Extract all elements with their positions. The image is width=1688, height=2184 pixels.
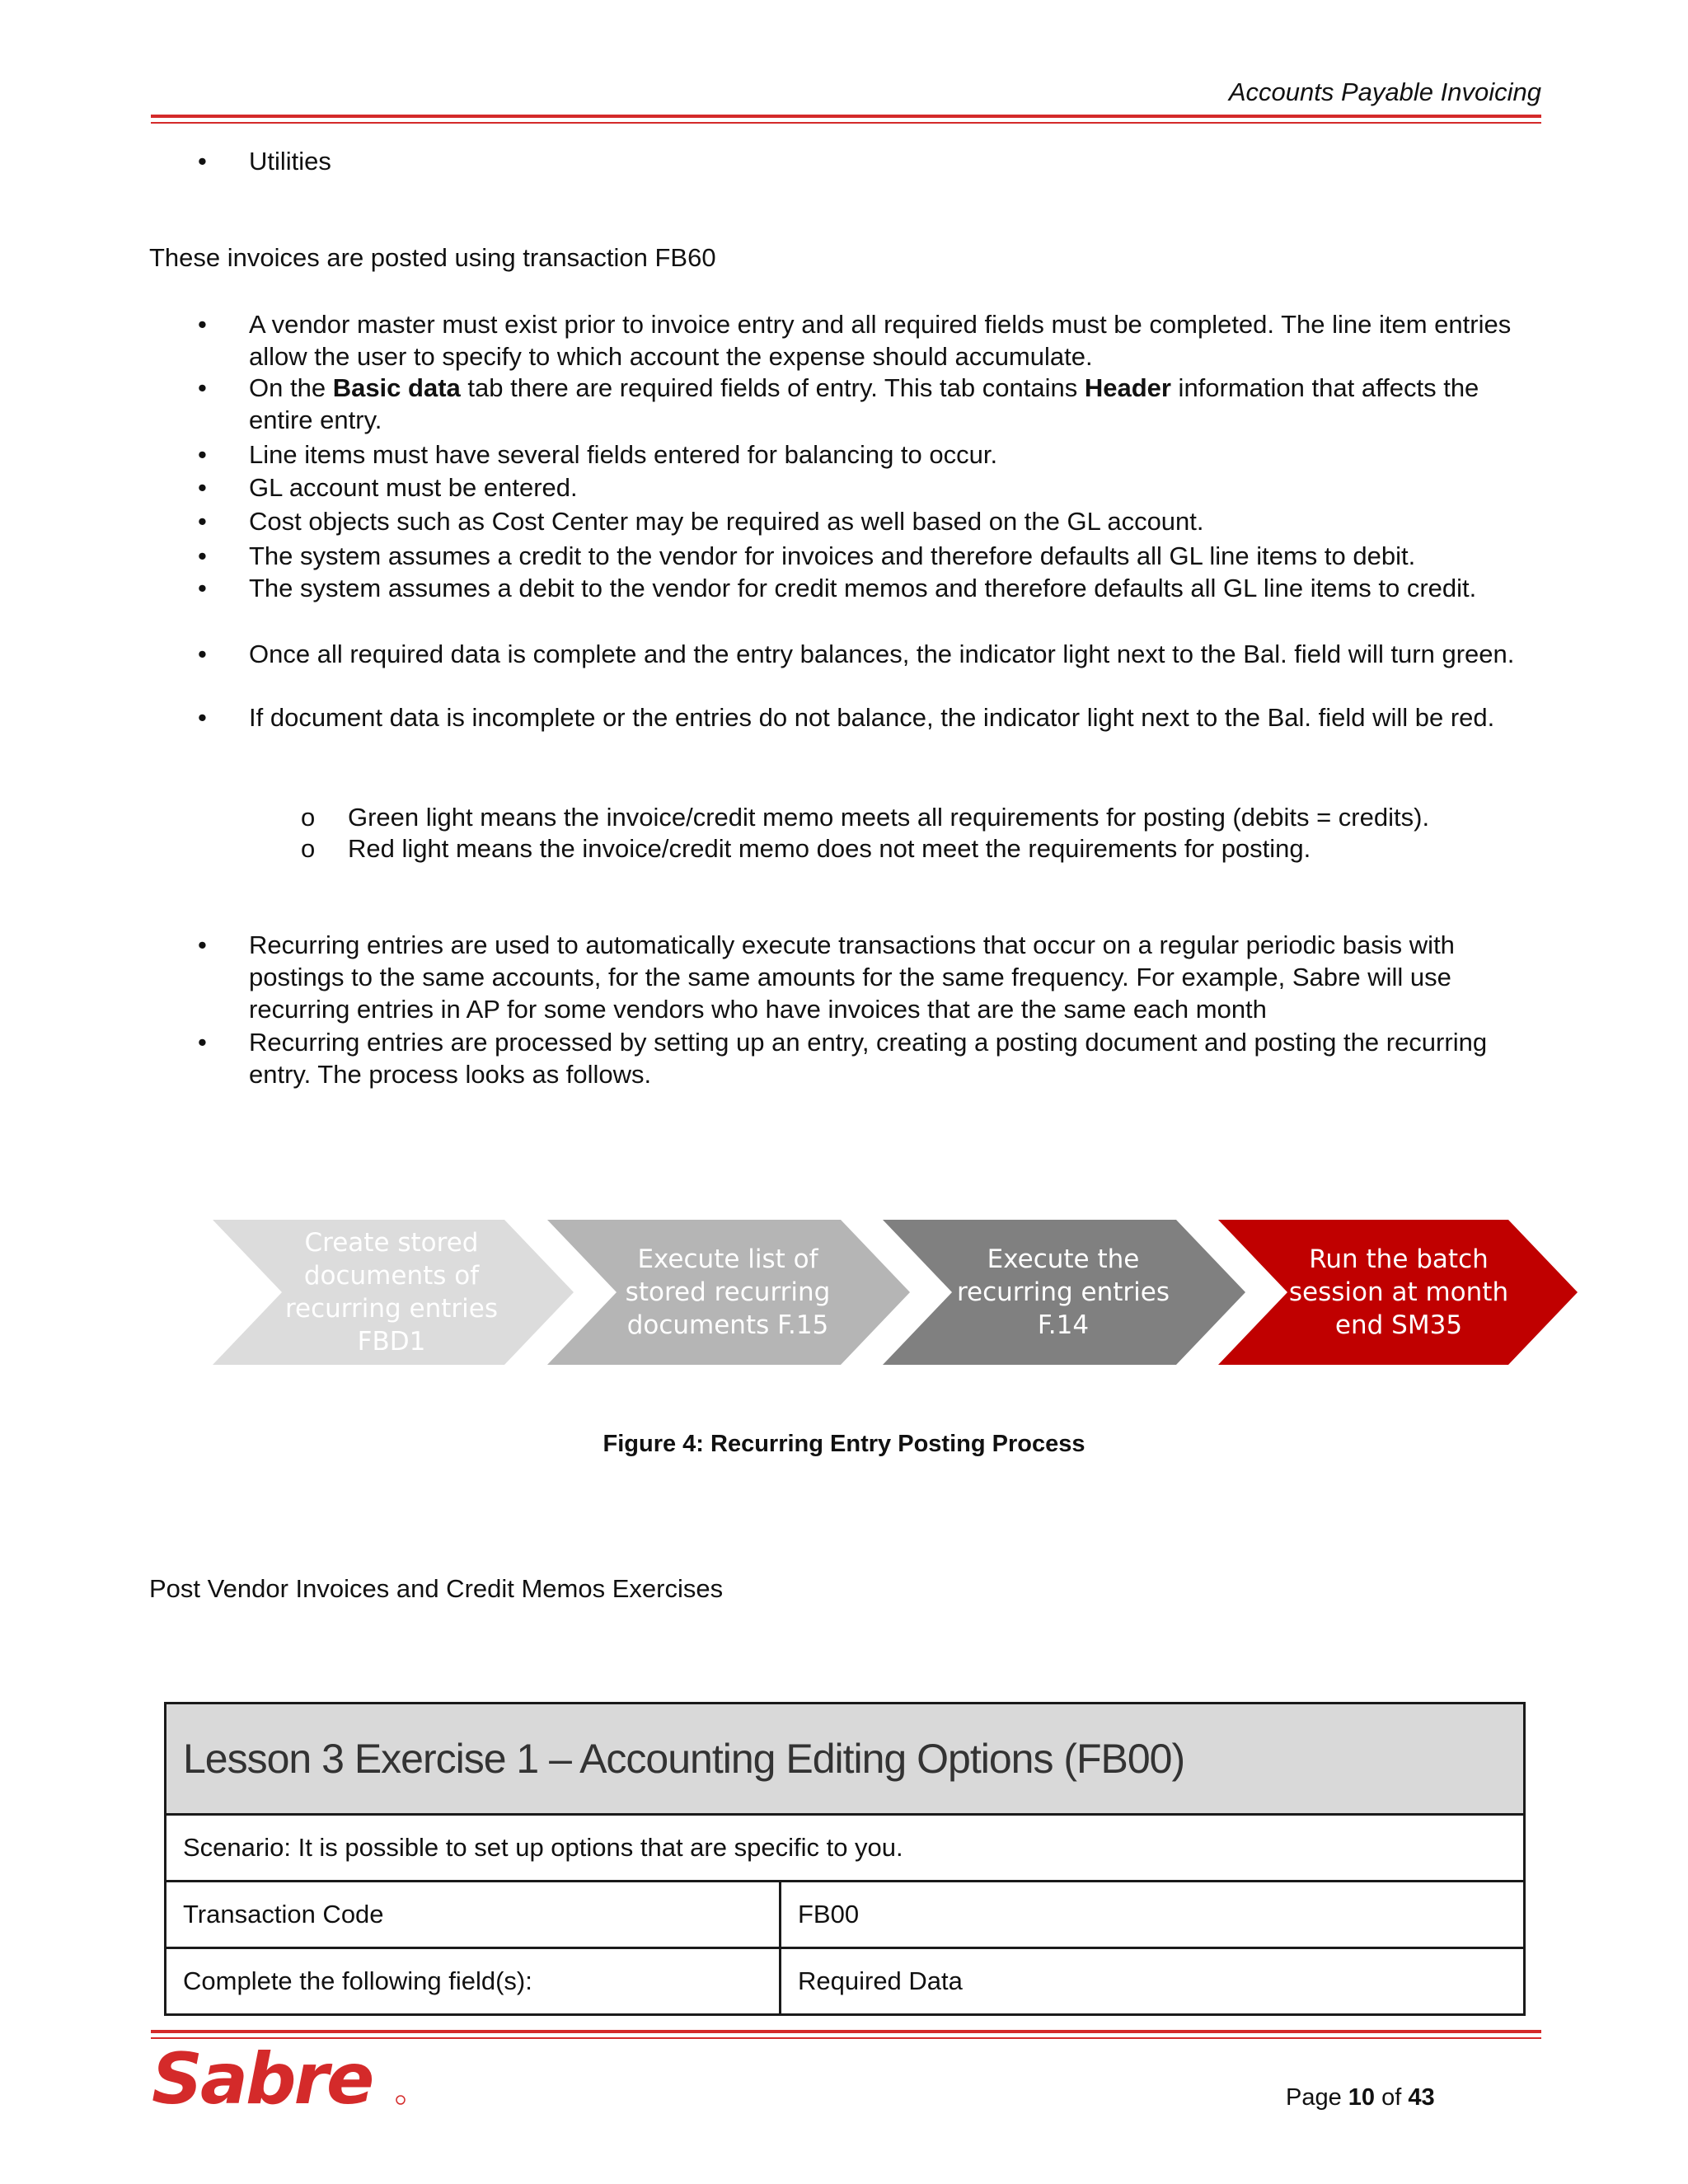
list-item: • Line items must have several fields entered for balancing to occur. [198,440,998,469]
list-item: • Once all required data is complete and the entry balances, the indicator light next to the Bal. field will turn green. [198,640,1515,668]
exercise-title: Lesson 3 Exercise 1 – Accounting Editing Options (FB00) [166,1704,1523,1816]
svg-text:Sabre: Sabre [152,2038,373,2120]
process-step-1-label: Create stored documents of recurring entries FBD1 [284,1228,499,1357]
list-item: • Recurring entries are used to automatically execute transactions that occur on a regular periodic basis with postings to the same accounts, for the same amounts for the same frequency. For example, Sabre will use recurring entries in AP for some vendors who have invoices that are the same each month [198,930,1455,1024]
table-row [166,1882,1523,1949]
list-item: • Recurring entries are processed by setting up an entry, creating a posting document and posting the recurring entry. The process looks as follows. [198,1028,1488,1089]
process-step-2-label: Execute list of stored recurring documents F.15 [625,1244,831,1340]
section-heading: Post Vendor Invoices and Credit Memos Exercises [149,1574,724,1603]
list-item: • Utilities [198,147,331,176]
list-item: • A vendor master must exist prior to invoice entry and all required fields must be completed. The line item entries allow the user to specify to which account the expense should accumulate. [198,310,1512,371]
sabre-logo [148,2037,412,2120]
list-item: • If document data is incomplete or the entries do not balance, the indicator light next to the Bal. field will be red. [198,703,1495,732]
table-row [166,1949,1523,2013]
page-number: Page 10 of 43 [1286,2084,1435,2111]
sub-list-item: o Green light means the invoice/credit memo meets all requirements for posting (debits = credits). [301,803,1430,832]
footer-rule [151,2030,1541,2033]
scenario-cell: Scenario: It is possible to set up options that are specific to you. [183,1833,903,1862]
list-item: • Cost objects such as Cost Center may be required as well based on the GL account. [198,507,1204,536]
sub-list-item: o Red light means the invoice/credit memo does not meet the requirements for posting. [301,834,1311,863]
list-item: • On the Basic data tab there are required fields of entry. This tab contains Header information that affects the entire entry. [198,373,1479,434]
list-item: • GL account must be entered. [198,473,578,502]
list-item: • The system assumes a debit to the vendor for credit memos and therefore defaults all GL line items to credit. [198,574,1477,602]
table-cell: Transaction Code [166,1882,781,1947]
table-row [166,1816,1523,1882]
table-cell: Complete the following field(s): [166,1949,781,2013]
table-cell: FB00 [798,1900,860,1929]
table-cell: Required Data [798,1966,963,1995]
header-rule-thin [151,122,1541,124]
process-diagram [0,1220,1688,1365]
process-step-3-label: Execute the recurring entries F.14 [956,1244,1170,1340]
intro-paragraph: These invoices are posted using transaction FB60 [149,243,716,272]
exercise-table [164,1702,1526,2016]
header-rule [151,115,1541,118]
sabre-logo-graphic [148,2037,412,2120]
page-header-title: Accounts Payable Invoicing [1228,77,1541,106]
process-step-4-label: Run the batch session at month end SM35 [1288,1244,1509,1340]
figure-caption: Figure 4: Recurring Entry Posting Process [603,1431,1085,1457]
list-item: • The system assumes a credit to the vendor for invoices and therefore defaults all GL line items to debit. [198,541,1416,570]
